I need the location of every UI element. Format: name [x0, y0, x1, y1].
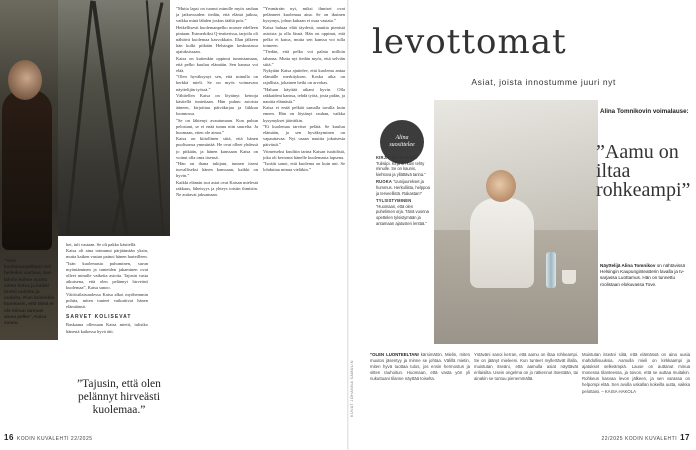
paragraph: kärsimätön. Mielin, miten muutos jäsentyy ja minne se johtaa. Välillä mietin, miten hyvä tuottaa tulos, jos ensin hermostun ja sitten rauhoitun. Huomaan, että vasta yön yli nukuttuani tilanne näyttää toiselta.	[370, 352, 470, 382]
recommendation-label: TYLSISTYMINEN	[376, 198, 412, 204]
portrait-face	[8, 60, 42, 100]
right-column-2: Ystäväni sanoi kerran, että aamu on iltaa rohkeampi. Se on jäänyt mieleeni. Kun tunteet myllertävät illalla, muistutan itseäni, että aamulla asiat näyttävät erilaisilta. Usein ongelma on jo ratkennut itsestään, tai ainakin se tuntuu pienemmältä.	[474, 352, 578, 382]
pull-quote: ”Tajusin, että olen pelännyt hirveästi kuolemaa.”	[77, 378, 161, 416]
recommendation-text: ”Siiri Enoranta: Tulisiipi. Kirja on kuin tehty minulle. Se on kaunis, kiehtova ja yllättävä tarina.”	[376, 155, 426, 177]
paragraph: ”Olen hyväksynyt sen, että minulla on herkkä mieli. Se on myös voimavara näyttelijän työssä.”	[176, 74, 258, 92]
page-number: 17	[680, 433, 690, 442]
portrait-hair	[2, 90, 52, 250]
paragraph: ”Ei kuolemaa tarvitse pelätä. Se kuuluu elämään, ja sen hyväksyminen on vapauttavaa. Nyt osaan nauttia jokaisesta päivästä.”	[263, 123, 345, 148]
cup	[562, 270, 576, 284]
paragraph: Kaikki elämän isot asiat ovat Kaisan mielestä rakkaus, läheisyys ja yhteys toisiin ihmisiin. Ne auttavat jaksamaan.	[176, 179, 258, 198]
paragraph: ”Haluan käyttää aikani hyvin. Olla rakkaideni kanssa, tehdä työtä, josta pidän, ja nauttia elämästä.”	[263, 86, 345, 105]
page-number: 16	[4, 433, 14, 442]
paragraph: ”Hän on ihana tukijani, tunnen itseni turvalliseksi hänen kanssaan, kaikki on hyvin.”	[176, 161, 258, 179]
paragraph: Kaisa on kuitenkin oppinut tunnistamaan, että pelko kuuluu elämään. Sen kanssa voi elää.	[176, 55, 258, 74]
recommends-badge: Alina suosittelee	[380, 120, 424, 164]
recommendation-text: ”Huomaan, että olen puhelimen orja. Tänä vuonna opettelen tylsistymään ja antamaan ajatusten lentää.”	[376, 203, 429, 226]
paragraph: Hetkellisesti kuolemanpelko nousee edelleen pintaan. Esimerkiksi Q-teatterissa, tarjoilu oli nähtävä kuolemaa kasvokkain. Illan jälkeen hän kulki pitkään Helsingin keskustassa ajatuksissaan.	[176, 24, 258, 55]
left-page-footer	[4, 433, 93, 442]
photo-credit: KUVAT JOHANNA SAMULIN	[350, 360, 354, 417]
right-page-footer	[601, 433, 690, 442]
recommendation-text: ”Uunijuurekset ja hummus. Herkullista, helppoa ja terveellistä. Rakastan!”	[376, 179, 430, 196]
lead-in: ”OLEN LUONTEELTANI	[370, 352, 419, 357]
publication-issue: KODIN KUVALEHTI 22/2025	[16, 436, 93, 442]
alina-photo	[434, 100, 598, 344]
recommendation-item	[376, 179, 430, 196]
paragraph: Vähitellen Kaisa on löytänyt keinoja käsitellä tunteitaan. Hän puhuu asioista ääneen, kirjoittaa päiväkirjaa ja liikkuu luonnossa.	[176, 92, 258, 117]
paragraph: ”Ymmärrän nyt, miksi ihmiset ovat pelänneet kuolemaa aina. Se on ikuinen kysymys, johon kukaan ei osaa vastata.”	[263, 6, 345, 24]
paragraph: ”Isän kuolemasta puhuminen, surun myöntäminen ja tunteiden jakaminen ovat olleet minulle vaikeita asioita. Tajusin vasta aikuisena, että olen pelännyt hirveästi kuolemaa”, Kaisa sanoo.	[66, 260, 148, 291]
paragraph: Nykyään Kaisa ajattelee, että kuolema antaa elämälle merkityksen. Koska aika on rajallista, jokainen hetki on arvokas.	[263, 68, 345, 86]
water-bottle	[546, 252, 556, 288]
right-column-3: Muistutan itseäni siitä, että elämässä on aina uusia mahdollisuuksia. Aamulla mieli on kirkkaampi ja ajatukset selkeämpiä. Lause on auttanut minua monessa tilanteessa, ja toivon, että se auttaa muitakin. Rohkeus kasvaa levon jälkeen, ja sen varassa on helpompi elää. Sen avulla uskallan kokeilla uutta, vaikka pelottaisi. – KAISA HAKOLA	[582, 352, 690, 394]
paragraph: Viimeiseksi kuultiin tarina Kaisan isoäidistä, joka oli kertonut hänelle kuolemasta lapsena.	[263, 148, 345, 160]
paragraph: ”Mutta lapsi on tuonut minulle myös rauhan ja jatkuvuuden: tiedän, että elämä jatkuu, vaikka minä lähden joskus täältä pois.”	[176, 6, 258, 24]
paragraph: Raskaana ollessaan Kaisa mietti, tulisiko hänestä kaikessa hyvä äiti.	[66, 322, 148, 334]
right-column-1	[370, 352, 470, 382]
paragraph: Väitöstilaisuudessa Kaisa alkoi myöhemmin pohtia, miten tunteet vaikuttivat hänen elämäänsä.	[66, 291, 148, 310]
paragraph: Kaisa ei enää pelkää samalla tavalla kuin ennen. Hän on löytänyt rauhan, vaikka kysymykset jäävätkin.	[263, 105, 345, 123]
person-body	[470, 198, 534, 288]
paragraph: Kaisa haluaa elää täydesti, nauttia pienistä asioista ja olla läsnä. Hän on oppinut, että pelko ei katoa, mutta sen kanssa voi tulla toimeen.	[263, 24, 345, 49]
caption-text: on nähtävissä Helsingin Kaupunginteatterin lavalla ja tv-sarjassa Luottamus. Hän on tunnettu roolistaan elokuvassa Tove.	[600, 263, 686, 287]
recommendation-label: RUOKA	[376, 179, 393, 185]
publication-issue: 22/2025 KODIN KUVALEHTI	[601, 436, 678, 442]
right-photo-caption	[600, 263, 692, 288]
article-column-2	[176, 6, 258, 418]
section-subhead: SARVET KOLISEVAT	[66, 314, 132, 321]
paragraph: ”Tiedän, että pelko voi palata milloin tahansa. Mutta nyt tiedän myös, että selviän siitä.”	[263, 49, 345, 67]
article-column-3	[263, 6, 345, 418]
section-tagline: Asiat, joista innostumme juuri nyt	[471, 77, 616, 87]
paragraph: ”Isoäiti sanoi, että kuolema on kuin uni. Se lohduttaa minua vieläkin.”	[263, 161, 345, 173]
forest-photo	[58, 0, 170, 236]
recommendation-item	[376, 155, 430, 177]
section-masthead: levottomat	[372, 22, 567, 62]
person-head	[486, 170, 516, 202]
paragraph: Kaisa on kiitollinen siitä, että hänen puolisonsa ymmärtää. He ovat olleet yhdessä jo pitkään, ja hänen kanssaan Kaisa on voinut olla oma itsensä.	[176, 136, 258, 160]
recommendations-list	[376, 155, 430, 228]
power-quote: ”Aamu on iltaa rohkeampi”	[596, 141, 691, 201]
page-fold	[347, 0, 349, 450]
paragraph: Kaisa oli aina toimunut pärjäämään yksin, mutta kaiken vastuu painoi hänen harteilleen.	[66, 248, 148, 260]
recommendation-label: KIRJA	[376, 155, 390, 160]
recommendation-item	[376, 198, 430, 226]
article-column-1	[66, 242, 148, 335]
paragraph: hei, tuli vastaan. Se oli pakko käsitellä.	[66, 242, 137, 247]
paragraph: ”Se on lähtenyt avautumaan. Kun puhun pelostani, se ei enää tunnu niin suurelta. Ja huomaan, etten ole ainoa.”	[176, 117, 258, 136]
left-photo-caption: ”Vain kuolemanpelkoon tuli hetkeksi vastaus, kun lähdin kolme vuotta sitten kotoa ja kaikki tuntui uudelta ja oudolta. Pian kuitenkin huomasin, että tämä ei ole minun tarinani ainoa pelko”, Kaisa sanoo.	[4, 258, 55, 326]
quote-intro: Alina Tomnikovin voimalause:	[600, 108, 689, 115]
caption-name: Näyttelijä Alina Tomnikov	[600, 263, 656, 268]
